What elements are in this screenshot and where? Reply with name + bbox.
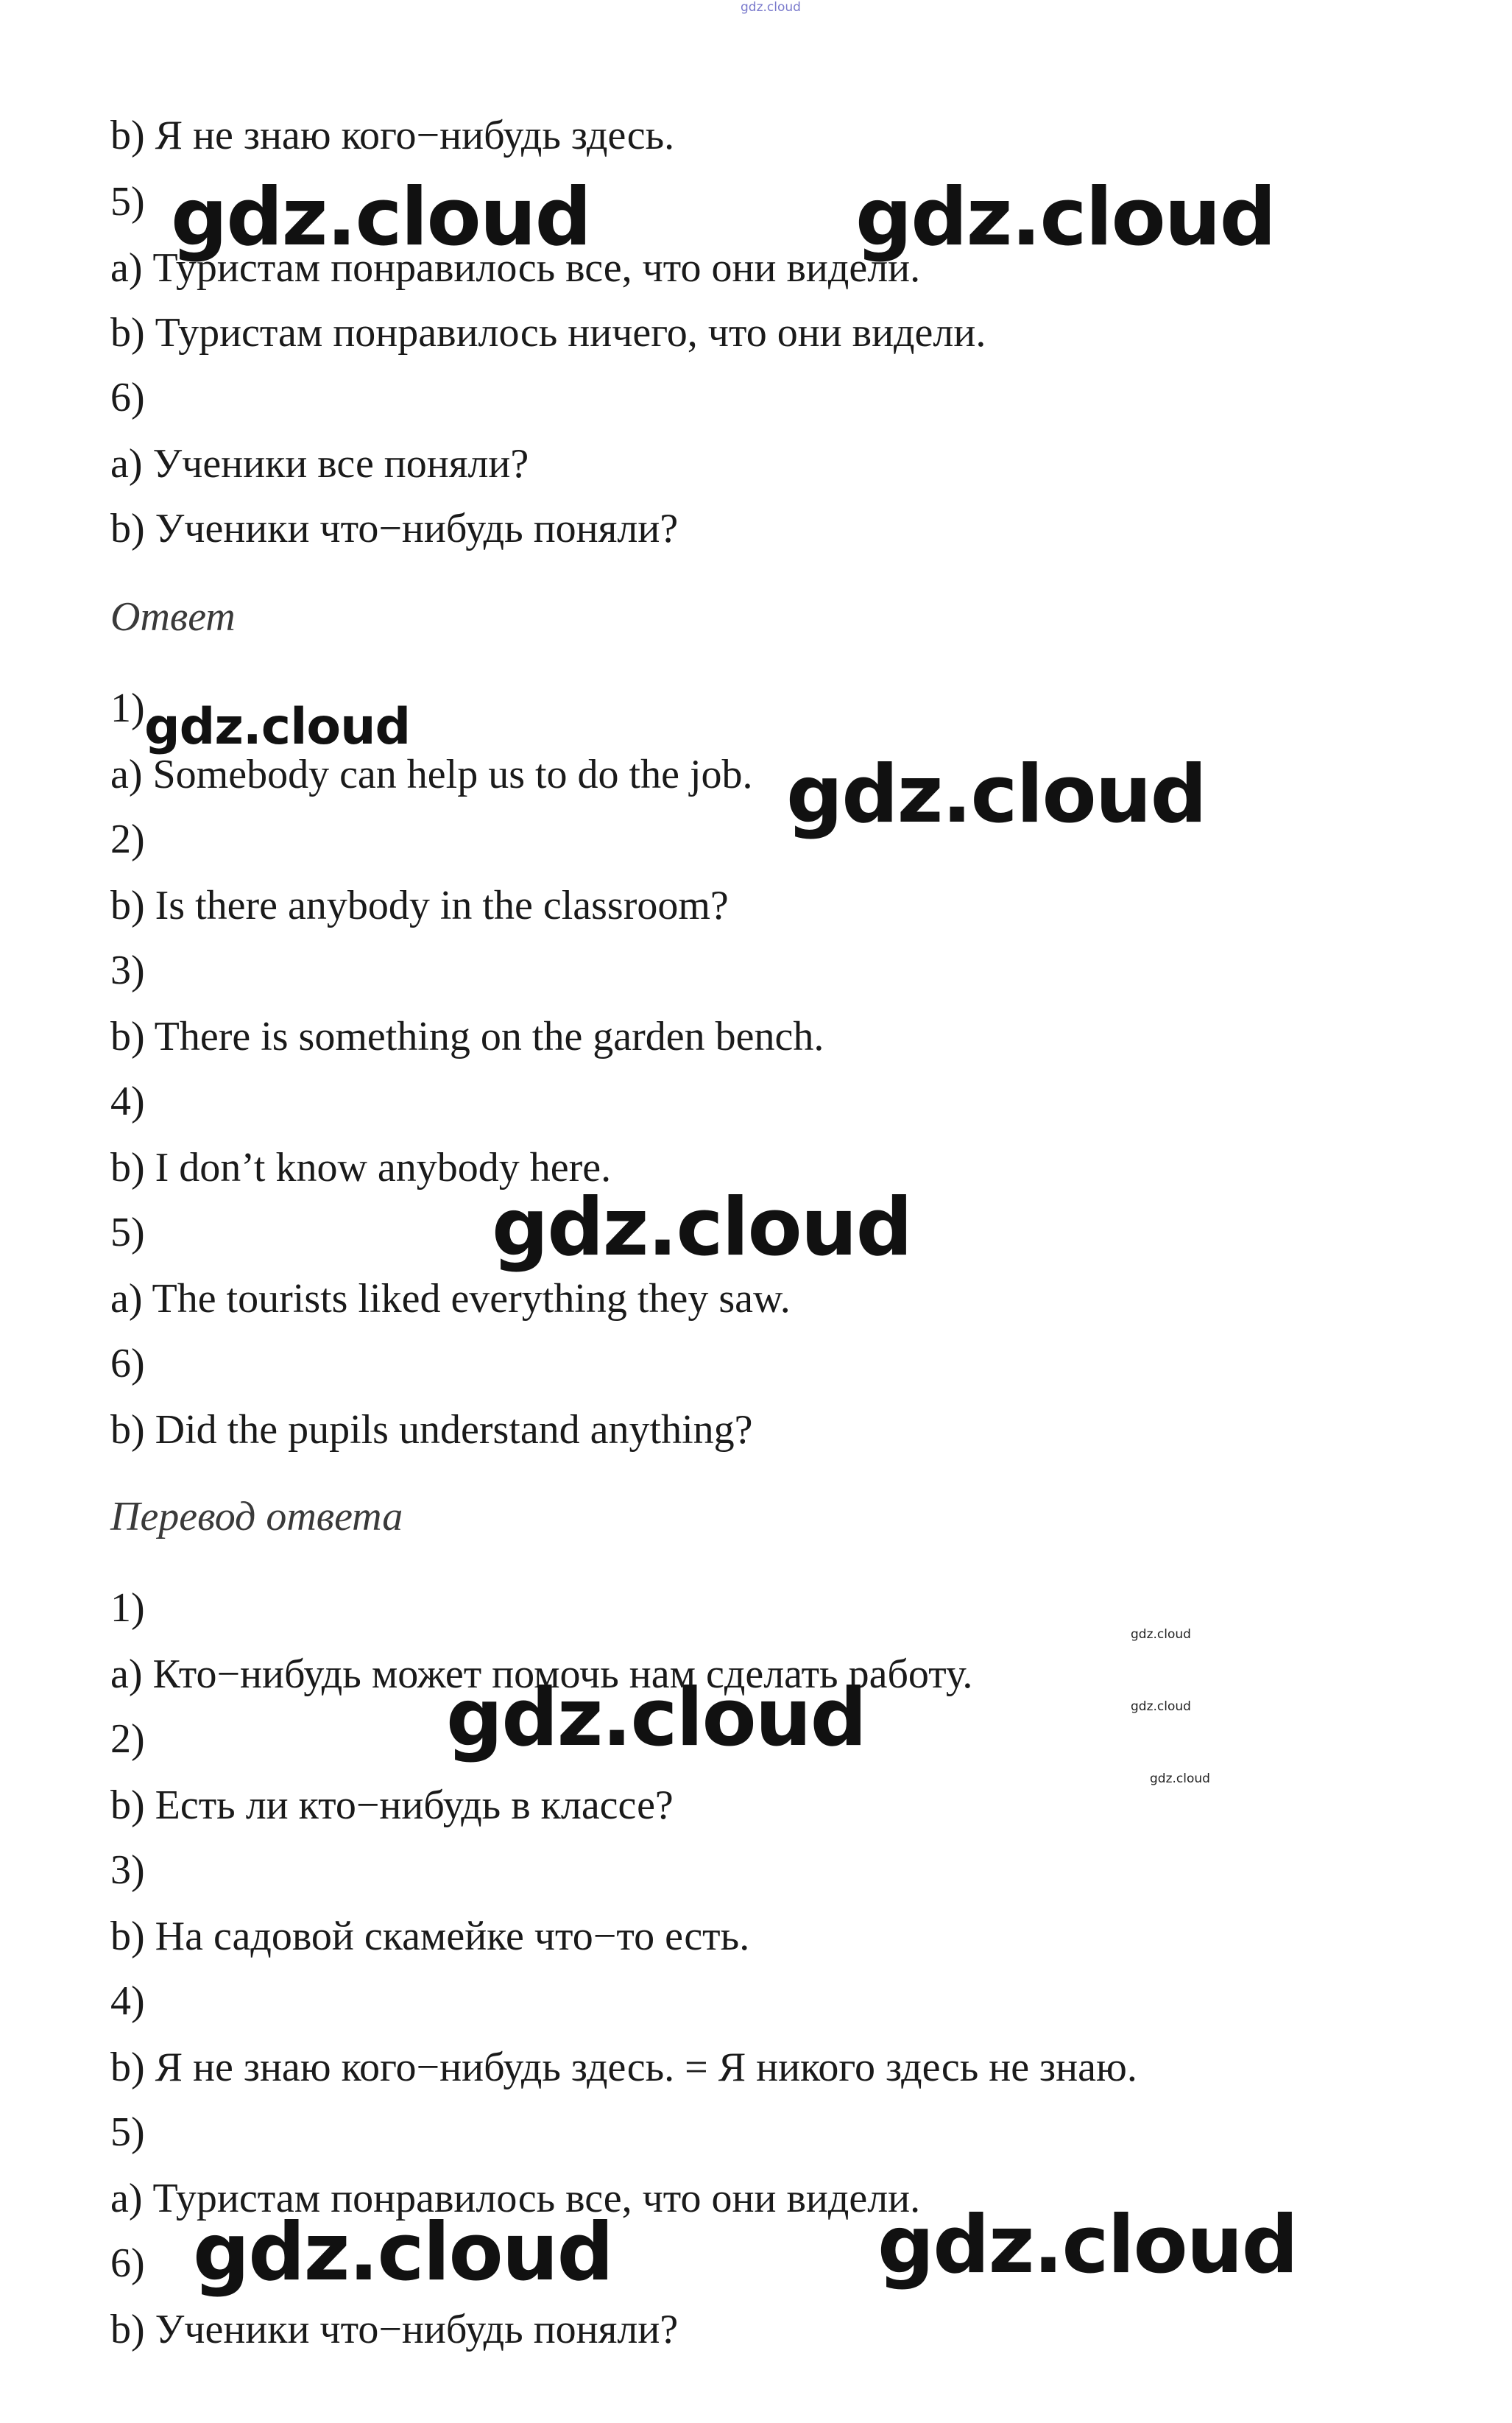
question-line: 6) [110,375,145,420]
answer-line: a) The tourists liked everything they saw. [110,1276,791,1322]
answer-line: 1) [110,685,145,731]
translation-line: b) На садовой скамейке что−то есть. [110,1914,750,1959]
question-line: b) Я не знаю кого−нибудь здесь. [110,113,675,158]
answer-line: 2) [110,817,145,862]
answer-line: a) Somebody can help us to do the job. [110,752,753,797]
question-line: b) Ученики что−нибудь поняли? [110,506,679,551]
translation-line: a) Туристам понравилось все, что они видели. [110,2176,921,2221]
watermark-small: gdz.cloud [1131,1627,1191,1642]
answer-line: b) There is something on the garden bench. [110,1014,824,1059]
watermark: gdz.cloud [171,172,590,264]
watermark: gdz.cloud [877,2199,1297,2291]
translation-line: b) Я не знаю кого−нибудь здесь. = Я никого здесь не знаю. [110,2045,1137,2090]
watermark-top: gdz.cloud [741,0,801,15]
translation-line: 2) [110,1716,145,1762]
watermark: gdz.cloud [193,2207,612,2299]
answer-heading: Ответ [110,594,236,640]
watermark: gdz.cloud [446,1672,866,1764]
translation-line: a) Кто−нибудь может помочь нам сделать работу. [110,1651,973,1697]
answer-line: b) I don’t know anybody here. [110,1145,612,1191]
translation-line: b) Есть ли кто−нибудь в классе? [110,1782,674,1828]
watermark-small: gdz.cloud [1150,1771,1210,1786]
watermark: gdz.cloud [492,1182,911,1274]
translation-line: b) Ученики что−нибудь поняли? [110,2307,679,2352]
question-line: 5) [110,179,145,225]
translation-line: 6) [110,2240,145,2286]
watermark: gdz.cloud [144,698,411,756]
watermark: gdz.cloud [786,749,1206,841]
answer-line: 4) [110,1079,145,1124]
answer-line: 6) [110,1341,145,1386]
answer-line: 3) [110,948,145,993]
answer-line: b) Is there anybody in the classroom? [110,883,729,928]
watermark: gdz.cloud [855,172,1275,264]
answer-line: 5) [110,1210,145,1255]
translation-line: 3) [110,1847,145,1893]
translation-line: 1) [110,1585,145,1631]
answer-line: b) Did the pupils understand anything? [110,1407,753,1453]
watermark-small: gdz.cloud [1131,1699,1191,1714]
translation-heading: Перевод ответа [110,1494,403,1539]
question-line: b) Туристам понравилось ничего, что они видели. [110,310,986,356]
translation-line: 4) [110,1978,145,2024]
question-line: a) Ученики все поняли? [110,441,529,487]
translation-line: 5) [110,2109,145,2155]
question-line: a) Туристам понравилось все, что они видели. [110,245,921,291]
